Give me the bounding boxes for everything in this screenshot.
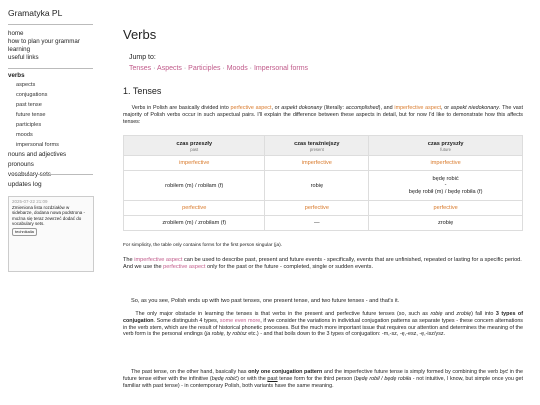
jump-link-moods[interactable]: Moods bbox=[226, 65, 248, 72]
aspect-label-imperfective[interactable]: imperfective bbox=[124, 156, 265, 171]
header-future: czas przyszły future bbox=[369, 136, 523, 156]
aspect-label-perfective[interactable]: perfective bbox=[369, 201, 523, 216]
link-imperfective-aspect[interactable]: imperfective aspect bbox=[394, 105, 442, 111]
sidebar-divider bbox=[8, 174, 93, 175]
sidebar-item-conjugations[interactable]: conjugations bbox=[16, 92, 48, 98]
sidebar-item-moods[interactable]: moods bbox=[16, 132, 33, 138]
jump-link-aspects[interactable]: Aspects bbox=[157, 65, 182, 72]
cell-future-imperfective: będę robić - będę robił (m) / będę robiła (f) bbox=[369, 171, 523, 201]
table-note: For simplicity, the table only contains forms for the first person singular (ja). bbox=[123, 243, 283, 248]
tenses-table bbox=[123, 135, 523, 231]
sidebar-item-nouns-adjectives[interactable]: nouns and adjectives bbox=[8, 151, 67, 158]
aspect-usage: The imperfective aspect can be used to describe past, present and future events - specifically, events that are unfinished, repeated or lasting for a specific period. And we use the perfective aspect only for the past or the future - completed, single or sudden events. bbox=[123, 257, 522, 270]
jump-link-participles[interactable]: Participles bbox=[188, 65, 221, 72]
cell-present-imperfective: robię bbox=[265, 171, 369, 201]
sidebar-nav bbox=[8, 30, 94, 180]
cell-present-perfective: — bbox=[265, 216, 369, 231]
jump-label: Jump to: bbox=[129, 54, 156, 61]
conjugation-paragraph: The only major obstacle in learning the tenses is that verbs in the present and perfective future tenses (so, such as robię and zrobię) fall into 3 types of conjugation. Some distinguish 4 types, some even more, if we consider the variations in individual conjugation patterns as separate types - these concern alternations in the verb stem, which are the result of historical phonetic processes. But the much more important issue that requires our attention and determines the meaning of the verb form is the personal endings (ja robię, ty robisz etc.) - and that boils down to the 3 types of conjugation: -m,-sz, -ę,-esz, -ę,-isz/ysz. bbox=[123, 311, 524, 338]
cell-past-imperfective: robiłem (m) / robiłam (f) bbox=[124, 171, 265, 201]
sidebar-divider bbox=[8, 24, 93, 25]
link-perfective-aspect[interactable]: perfective aspect bbox=[230, 105, 272, 111]
sidebar bbox=[0, 0, 100, 405]
sidebar-item-pronouns[interactable]: pronouns bbox=[8, 161, 34, 168]
updates-log-box[interactable] bbox=[8, 196, 94, 272]
updates-log-title: updates log bbox=[8, 181, 42, 188]
jump-link-tenses[interactable]: Tenses bbox=[129, 65, 152, 72]
aspect-label-imperfective[interactable]: imperfective bbox=[369, 156, 523, 171]
cell-past-perfective: zrobiłem (m) / zrobiłam (f) bbox=[124, 216, 265, 231]
link-some-even-more[interactable]: some even more bbox=[219, 317, 261, 324]
sidebar-item-vocabulary-sets[interactable]: vocabulary sets bbox=[8, 171, 51, 178]
tenses-intro: Verbs in Polish are basically divided into perfective aspect, or aspekt dokonany (literally: accomplished), and imperfective aspect, or aspekt niedokonany. The vast majority of Polish verbs occur in such aspectual pairs. I'll explain the difference between these aspects in detail, but for now I'd like to demonstrate how this affects tenses: bbox=[123, 105, 523, 125]
log-date: 2025-07-22 21:09 bbox=[12, 199, 48, 204]
link-perfective-aspect[interactable]: perfective aspect bbox=[163, 264, 206, 270]
header-present: czas teraźniejszy present bbox=[265, 136, 369, 156]
sidebar-item-verbs[interactable]: verbs bbox=[8, 72, 25, 79]
sidebar-item-aspects[interactable]: aspects bbox=[16, 82, 36, 88]
link-imperfective-aspect[interactable]: imperfective aspect bbox=[134, 257, 183, 263]
log-tag[interactable]: technikalia bbox=[12, 228, 37, 236]
sidebar-item-impersonal-forms[interactable]: impersonal forms bbox=[16, 142, 59, 148]
link-past[interactable]: past bbox=[267, 375, 278, 382]
log-text: Zmieniona lista rozdziałów w sidebarze, dodana nowa podstrona - można się teraz zewrzeć dodać do vocabulary sets. bbox=[12, 204, 86, 227]
sidebar-item-future-tense[interactable]: future tense bbox=[16, 112, 46, 118]
jump-link-impersonal-forms[interactable]: Impersonal forms bbox=[253, 65, 309, 72]
sidebar-item-plan[interactable]: how to plan your grammar learning bbox=[8, 38, 80, 53]
site-title[interactable]: Gramatyka PL bbox=[8, 8, 63, 18]
sidebar-item-past-tense[interactable]: past tense bbox=[16, 102, 42, 108]
cell-future-perfective: zrobię bbox=[369, 216, 523, 231]
sidebar-item-participles[interactable]: participles bbox=[16, 122, 42, 128]
aspect-label-perfective[interactable]: perfective bbox=[265, 201, 369, 216]
header-past: czas przeszły past bbox=[124, 136, 265, 156]
aspect-label-perfective[interactable]: perfective bbox=[124, 201, 265, 216]
section-title-tenses: 1. Tenses bbox=[123, 86, 162, 96]
aspect-label-imperfective[interactable]: imperfective bbox=[265, 156, 369, 171]
past-future-paragraph: The past tense, on the other hand, basically has only one conjugation pattern and the imperfective future tense is simply formed by combining the verb być in the future tense either with the infinitive (będę robić) or with the past tense form for the third person (będę robił / będę robiła - not intuitive, I know, but simple once you get familiar with past tense) - in contemporary Polish, both variants have the same meaning. bbox=[123, 369, 523, 389]
jump-links: Tenses · Aspects · Participles · Moods · Impersonal forms bbox=[129, 65, 309, 72]
sidebar-item-useful-links[interactable]: useful links bbox=[8, 54, 39, 61]
page-title: Verbs bbox=[123, 27, 157, 42]
tenses-summary: So, as you see, Polish ends up with two past tenses, one present tense, and two future tenses - and that's it. bbox=[131, 298, 400, 304]
sidebar-item-home[interactable]: home bbox=[8, 30, 24, 37]
sidebar-divider bbox=[8, 68, 93, 69]
